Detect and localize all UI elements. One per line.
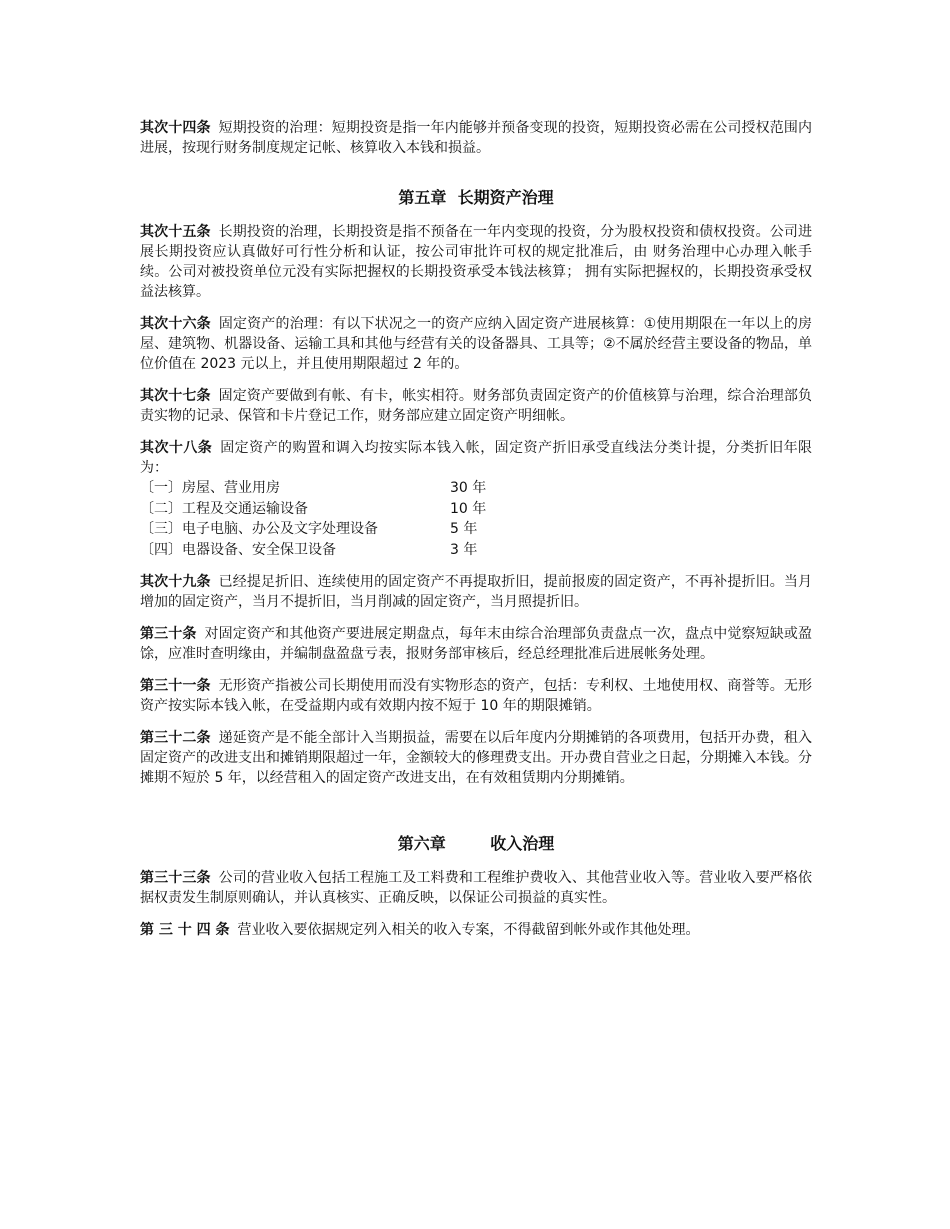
article-text: 递延资产是不能全部计入当期损益，需要在以后年度内分期摊销的各项费用，包括开办费，租入固定资产的改进支出和摊销期限超过一年，金额较大的修理费支出。开办费自营业之日起，分期摊入本钱。分摊期不短於 5 年，以经营租入的固定资产改进支出，在有效租赁期内分期摊销。 xyxy=(140,730,813,786)
depreciation-years: 10 年 xyxy=(450,500,487,517)
article-number: 第 三 十 四 条 xyxy=(140,922,230,938)
depreciation-years: 5 年 xyxy=(450,521,478,537)
depreciation-row xyxy=(140,478,812,499)
chapter-6-heading: 第六章 收入治理 xyxy=(397,834,555,853)
depreciation-row xyxy=(140,499,812,520)
asset-category: 〔四〕电器设备、安全保卫设备 xyxy=(140,541,336,558)
article-text: 对固定资产和其他资产要进展定期盘点，每年末由综合治理部负责盘点一次，盘点中觉察短缺或盈馀，应准时查明缘由，并编制盘盈盘亏表，报财务部审核后，经总经理批准后进展帐务处理。 xyxy=(140,626,813,662)
article-text: 无形资产指被公司长期使用而没有实物形态的资产，包括：专利权、土地使用权、商誉等。无形资产按实际本钱入帐，在受益期内或有效期内按不短于 10 年的期限摊销。 xyxy=(140,678,813,714)
article-number: 其次十八条 xyxy=(140,440,213,456)
article-33 xyxy=(140,868,812,908)
depreciation-years: 30 年 xyxy=(450,480,487,496)
article-text: 固定资产的治理：有以下状况之一的资产应纳入固定资产进展核算：①使用期限在一年以上的房屋、建筑物、机器设备、运输工具和其他与经营有关的设备器具、工具等；②不属於经营主要设备的物品，单位价值在 2023 元以上，并且使用期限超过 2 年的。 xyxy=(140,316,812,372)
asset-category: 〔三〕电子电脑、办公及文字处理设备 xyxy=(140,521,378,537)
article-number: 其次十六条 xyxy=(140,316,211,332)
article-29 xyxy=(140,572,812,612)
article-number: 其次十五条 xyxy=(140,224,211,240)
article-26 xyxy=(140,314,812,374)
article-28 xyxy=(140,438,812,560)
article-number: 第三十一条 xyxy=(140,678,211,694)
article-number: 其次十七条 xyxy=(140,388,211,404)
article-27 xyxy=(140,386,812,426)
article-30 xyxy=(140,624,812,664)
depreciation-row xyxy=(140,540,812,561)
asset-category: 〔二〕工程及交通运输设备 xyxy=(140,500,308,517)
article-text: 固定资产的购置和调入均按实际本钱入帐，固定资产折旧承受直线法分类计提，分类折旧年限为： xyxy=(140,440,813,476)
article-number: 第三十二条 xyxy=(140,730,211,746)
article-text: 短期投资的治理：短期投资是指一年内能够并预备变现的投资，短期投资必需在公司授权范围内进展，按现行财务制度规定记帐、核算收入本钱和损益。 xyxy=(140,120,813,156)
depreciation-row xyxy=(140,519,812,540)
article-24 xyxy=(140,118,812,158)
article-number: 第三十三条 xyxy=(140,870,211,886)
article-number: 其次十九条 xyxy=(140,574,211,590)
article-text: 已经提足折旧、连续使用的固定资产不再提取折旧，提前报废的固定资产，不再补提折旧。当月增加的固定资产，当月不提折旧，当月削减的固定资产，当月照提折旧。 xyxy=(140,574,813,610)
article-text: 公司的营业收入包括工程施工及工料费和工程维护费收入、其他营业收入等。营业收入要严格依据权责发生制原则确认，并认真核实、正确反映，以保证公司损益的真实性。 xyxy=(140,870,813,906)
article-25 xyxy=(140,222,812,302)
article-31 xyxy=(140,676,812,716)
chapter-5-heading: 第五章 长期资产治理 xyxy=(398,188,554,207)
article-number: 其次十四条 xyxy=(140,120,211,136)
depreciation-table xyxy=(140,478,812,560)
article-text: 营业收入要依据规定列入相关的收入专案，不得截留到帐外或作其他处理。 xyxy=(237,922,700,938)
depreciation-years: 3 年 xyxy=(450,541,478,558)
article-32 xyxy=(140,728,812,788)
article-text: 长期投资的治理，长期投资是指不预备在一年内变现的投资，分为股权投资和债权投资。公司进展长期投资应认真做好可行性分析和认证，按公司审批许可权的规定批准后，由 财务治理中心办理入帐手续。公司对被投资单位元没有实际把握权的长期投资承受本钱法核算； 拥有实际把握权的，长期投资承受权益法核算。 xyxy=(140,224,813,300)
document-page xyxy=(140,118,812,952)
asset-category: 〔一〕房屋、营业用房 xyxy=(140,480,280,496)
article-text: 固定资产要做到有帐、有卡，帐实相符。财务部负责固定资产的价值核算与治理，综合治理部负责实物的记录、保管和卡片登记工作，财务部应建立固定资产明细帐。 xyxy=(140,388,813,424)
article-number: 第三十条 xyxy=(140,626,197,642)
article-34 xyxy=(140,920,812,940)
